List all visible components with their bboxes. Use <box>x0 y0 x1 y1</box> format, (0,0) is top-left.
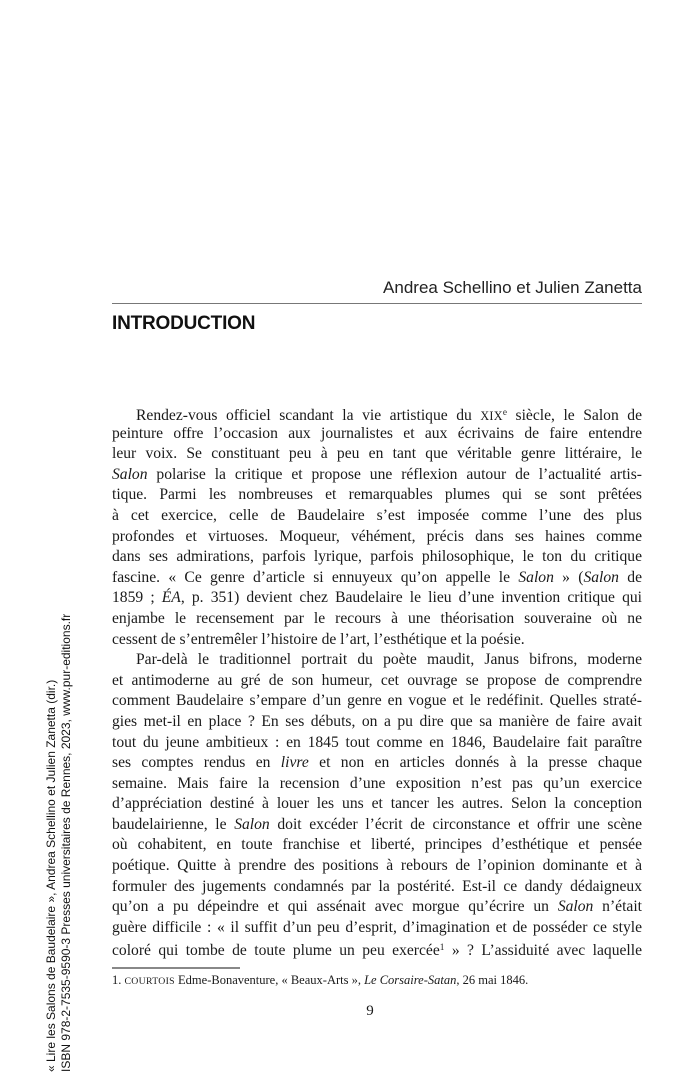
text-run: poétique. Quitte à prendre des positions à rebours de l’opinion dominante et à <box>112 857 642 875</box>
italic-text: Le Corsaire-Satan <box>364 973 457 987</box>
text-line <box>112 794 642 815</box>
footnote <box>112 972 528 990</box>
text-run: enjambe le recensement par le recours à une théorisation souveraine où ne <box>112 609 642 627</box>
superscript: e <box>502 408 507 418</box>
text-run: dans ses admirations, parfois lyrique, parfois philosophique, le ton du critique <box>112 548 642 566</box>
paragraph <box>112 403 642 650</box>
text-line <box>112 877 642 898</box>
superscript: 1 <box>439 943 445 954</box>
text-line <box>112 547 642 568</box>
side-notice-title: « Lire les Salons de Baudelaire », Andrea Schellino et Julien Zanetta (dir.) <box>44 679 58 1072</box>
text-run: formuler des jugements condamnés par la postérité. Est-il ce dandy dédaigneux <box>112 877 642 895</box>
text-run: , 26 mai 1846. <box>456 973 529 987</box>
text-run: d’appréciation destiné à louer les uns et tancer les autres. Selon la conception <box>112 795 642 813</box>
text-run: gies met-il en place ? En ses débuts, on a pu dire que sa manière de faire avait <box>112 712 642 730</box>
text-line <box>112 856 642 877</box>
italic-text: Salon <box>583 568 619 586</box>
text-line <box>112 568 642 589</box>
text-run: semaine. Mais faire la recension d’une exposition n’est pas qu’un exercice <box>112 774 642 792</box>
small-caps-text: COURTOIS <box>124 976 175 987</box>
text-run: siècle, le Salon de <box>507 407 642 425</box>
text-run: et non en articles donnés à la presse chaque <box>308 754 642 772</box>
text-run: à cet exercice, celle de Baudelaire s’est imposée comme l’une des plus <box>112 506 642 524</box>
paragraph <box>112 650 642 959</box>
text-run: baudelairienne, le <box>112 815 235 833</box>
text-run: et antimoderne au gré de son humeur, cet ouvrage se propose de comprendre <box>112 671 642 689</box>
text-run: cessent de s’entremêler l’histoire de l’art, l’esthétique et la poésie. <box>112 630 525 648</box>
text-line <box>112 506 642 527</box>
footnote-rule <box>112 967 240 969</box>
text-run: Rendez-vous officiel scandant la vie artistique du <box>136 407 481 425</box>
text-run: coloré qui tombe de toute plume un peu exercée <box>112 942 440 960</box>
italic-text: livre <box>280 754 309 772</box>
text-line <box>112 609 642 630</box>
text-run: 1859 ; <box>112 589 162 607</box>
text-line <box>112 588 642 609</box>
text-line <box>112 527 642 548</box>
text-run: peinture offre l’occasion aux journalistes et aux écrivains de faire entendre <box>112 424 642 442</box>
text-line <box>112 774 642 795</box>
text-run: 1. <box>112 973 125 987</box>
text-run: , p. 351) devient chez Baudelaire le lieu d’une invention critique qui <box>180 589 642 607</box>
text-run: profondes et virtuoses. Moqueur, véhément, précis dans ses haines comme <box>112 527 642 545</box>
text-line <box>112 485 642 506</box>
text-run: guère difficile : « il suffit d’un peu d’esprit, d’imagination et de posséder ce style <box>112 918 642 936</box>
text-run: comment Baudelaire s’empare d’un genre en vogue et le redéfinit. Quelles straté- <box>112 692 642 710</box>
chapter-title: INTRODUCTION <box>112 313 256 334</box>
text-run: polarise la critique et propose une réflexion autour de l’actualité artis- <box>147 465 642 483</box>
text-line <box>112 671 642 692</box>
text-line <box>112 815 642 836</box>
text-run: » ? L’assiduité avec laquelle <box>444 942 642 960</box>
text-line <box>112 835 642 856</box>
italic-text: Salon <box>557 898 594 916</box>
text-run: » ( <box>553 568 584 586</box>
running-head-authors: Andrea Schellino et Julien Zanetta <box>383 278 642 297</box>
text-line <box>112 424 642 445</box>
small-caps-text: XIX <box>480 409 503 424</box>
page-number: 9 <box>366 1003 374 1019</box>
text-line <box>112 897 642 918</box>
text-line <box>112 712 642 733</box>
text-line <box>112 691 642 712</box>
text-run: ses comptes rendus en <box>112 754 281 772</box>
text-run: de <box>618 568 642 586</box>
text-run: Edme-Bonaventure, « Beaux-Arts », <box>174 973 365 987</box>
text-line <box>112 753 642 774</box>
text-run: fascine. « Ce genre d’article si ennuyeux qu’on appelle le <box>112 568 519 586</box>
text-line <box>112 403 642 424</box>
text-line <box>112 938 642 959</box>
text-run: où cohabitent, en toute franchise et liberté, principes d’esthétique et pensée <box>112 836 642 854</box>
side-copyright-notice <box>44 614 74 1072</box>
body-text <box>112 403 642 959</box>
italic-text: Salon <box>234 815 270 833</box>
text-run: tique. Parmi les nombreuses et remarquables plumes qui se sont prêtées <box>112 486 642 504</box>
text-run: Par-delà le traditionnel portrait du poète maudit, Janus bifrons, moderne <box>136 651 642 669</box>
text-line <box>112 733 642 754</box>
text-run: n’était <box>593 898 643 916</box>
italic-text: ÉA <box>161 589 181 607</box>
side-notice-isbn: ISBN 978-2-7535-9590-3 Presses universitaires de Rennes, 2023, www.pur-editions.fr <box>59 613 73 1072</box>
italic-text: Salon <box>518 568 554 586</box>
text-run: leur voix. Se constituant peu à peu en tant que véritable genre littéraire, le <box>112 445 642 463</box>
text-line <box>112 630 642 651</box>
text-run: qu’on a pu dépeindre et qui assénait avec morgue qu’écrire un <box>112 898 558 916</box>
header-rule <box>112 303 642 304</box>
text-line <box>112 650 642 671</box>
text-run: doit excéder l’écrit de circonstance et offrir une scène <box>269 815 643 833</box>
text-line <box>112 918 642 939</box>
text-line <box>112 444 642 465</box>
text-run: tout du jeune ambitieux : en 1845 tout comme en 1846, Baudelaire fait paraître <box>112 733 642 751</box>
text-line <box>112 465 642 486</box>
italic-text: Salon <box>112 465 148 483</box>
